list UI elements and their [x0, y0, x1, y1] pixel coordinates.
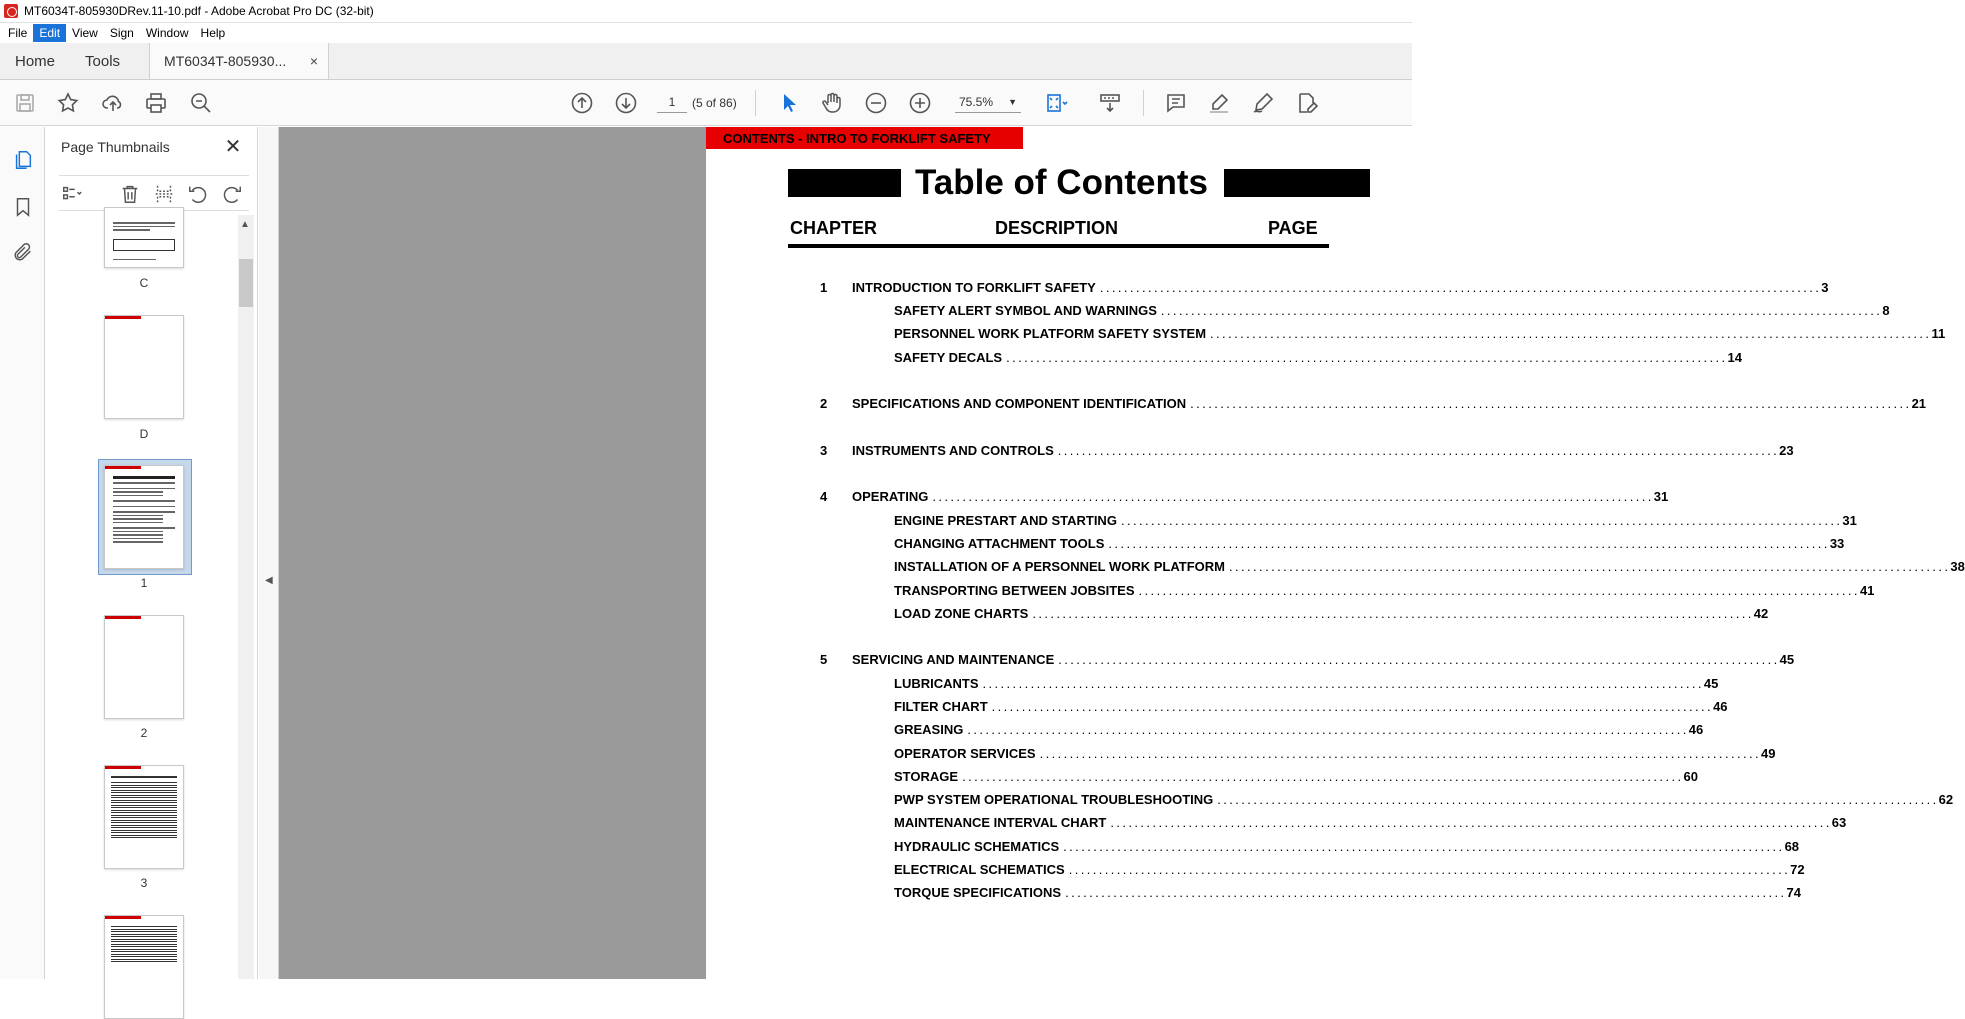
- page-thumbnail[interactable]: [104, 615, 184, 719]
- thumbnails-panel: [45, 127, 258, 979]
- toc-dot-leader: ........................................................................................................................: [932, 489, 1654, 504]
- panel-collapse-handle[interactable]: [259, 127, 279, 979]
- toc-entry-label: CHANGING ATTACHMENT TOOLS: [894, 536, 1108, 551]
- toc-entry-label: PERSONNEL WORK PLATFORM SAFETY SYSTEM: [894, 326, 1210, 341]
- toc-entry-label: STORAGE: [894, 769, 962, 784]
- page-thumbnails-icon[interactable]: [10, 147, 36, 173]
- scroll-mode-icon[interactable]: [1097, 90, 1123, 116]
- toc-page-number: 31: [1842, 513, 1857, 528]
- toc-page-number: 31: [1653, 489, 1669, 504]
- zoom-value: 75.5%: [959, 94, 994, 109]
- highlight-icon[interactable]: [1206, 90, 1232, 116]
- search-zoom-icon[interactable]: [188, 90, 214, 116]
- toc-entry[interactable]: [894, 536, 1845, 551]
- toc-title: Table of Contents: [915, 163, 1208, 202]
- toc-entry[interactable]: [894, 746, 1776, 761]
- title-black-bar: [788, 169, 901, 197]
- toc-page-number: 11: [1931, 326, 1946, 341]
- toc-page-number: 33: [1829, 536, 1845, 551]
- document-tab-label: MT6034T-805930...: [164, 53, 287, 69]
- toc-entry[interactable]: [894, 606, 1769, 621]
- toc-entry[interactable]: [894, 699, 1728, 714]
- toc-entry[interactable]: [894, 326, 1946, 341]
- toc-row: [706, 885, 1801, 903]
- toc-entry[interactable]: [894, 792, 1954, 807]
- rotate-right-icon[interactable]: [219, 181, 245, 207]
- left-rail: [0, 127, 45, 979]
- toc-entry-label: INSTALLATION OF A PERSONNEL WORK PLATFORM: [894, 559, 1229, 574]
- toc-entry[interactable]: [894, 350, 1742, 365]
- toc-row: [706, 606, 1769, 624]
- menu-file[interactable]: File: [8, 26, 28, 40]
- toc-dot-leader: ........................................................................................................................: [982, 676, 1704, 691]
- page-number-input[interactable]: [657, 91, 687, 113]
- options-menu-icon[interactable]: [59, 181, 85, 207]
- comment-icon[interactable]: [1163, 90, 1189, 116]
- toc-chapter-number: 1: [820, 280, 828, 295]
- thumbnail-scrollbar[interactable]: [238, 215, 254, 979]
- toc-page-number: 46: [1713, 699, 1728, 714]
- close-tab-icon[interactable]: ×: [309, 53, 319, 69]
- toc-page-number: 72: [1790, 862, 1805, 877]
- toc-page-number: 74: [1786, 885, 1801, 900]
- toc-page-number: 21: [1911, 396, 1927, 411]
- scrollbar-thumb[interactable]: [239, 259, 253, 307]
- split-page-icon[interactable]: [151, 181, 177, 207]
- title-bar: [0, 0, 1412, 23]
- toc-row: [706, 676, 1719, 694]
- toc-dot-leader: ........................................................................................................................: [1099, 280, 1822, 295]
- toc-entry[interactable]: [852, 489, 1669, 504]
- page-down-icon[interactable]: [613, 90, 639, 116]
- toc-dot-leader: ........................................................................................................................: [1065, 885, 1787, 900]
- toc-dot-leader: ........................................................................................................................: [1068, 862, 1791, 877]
- toc-entry[interactable]: [894, 559, 1965, 574]
- toc-dot-leader: ........................................................................................................................: [1110, 815, 1832, 830]
- toc-dot-leader: ........................................................................................................................: [962, 769, 1684, 784]
- save-icon[interactable]: [12, 90, 38, 116]
- toc-row: [706, 489, 1669, 507]
- toc-dot-leader: ........................................................................................................................: [1032, 606, 1754, 621]
- toc-dot-leader: ........................................................................................................................: [1120, 513, 1843, 528]
- toc-entry[interactable]: [852, 280, 1829, 295]
- toc-page-number: 3: [1821, 280, 1829, 295]
- chevron-down-icon: ▼: [1008, 96, 1017, 107]
- collapse-left-icon[interactable]: ◀: [265, 575, 273, 586]
- thumbnail-label: 1: [140, 576, 148, 590]
- toolbar-divider: [755, 90, 756, 116]
- pdf-page: [706, 127, 1965, 979]
- page-thumbnail[interactable]: [104, 207, 184, 268]
- tab-tools[interactable]: Tools: [85, 52, 121, 70]
- toc-dot-leader: ........................................................................................................................: [967, 722, 1689, 737]
- toc-page-number: 63: [1831, 815, 1847, 830]
- page-thumbnail[interactable]: [104, 315, 184, 419]
- toc-row: [706, 815, 1847, 833]
- toc-entry[interactable]: [894, 722, 1704, 737]
- toc-entry-label: PWP SYSTEM OPERATIONAL TROUBLESHOOTING: [894, 792, 1217, 807]
- close-icon[interactable]: ✕: [224, 135, 242, 158]
- toc-chapter-number: 2: [820, 396, 828, 411]
- toc-chapter-number: 5: [820, 652, 828, 667]
- toc-entry-label: ELECTRICAL SCHEMATICS: [894, 862, 1069, 877]
- toc-entry[interactable]: [894, 862, 1805, 877]
- toc-chapter-number: 3: [820, 443, 828, 458]
- toc-page-number: 45: [1779, 652, 1795, 667]
- zoom-in-icon[interactable]: [907, 90, 933, 116]
- thumbnail-label: D: [139, 427, 149, 441]
- toc-entry[interactable]: [894, 839, 1800, 854]
- tab-bar: [0, 43, 1412, 80]
- bookmark-star-icon[interactable]: [55, 90, 81, 116]
- edit-pdf-icon[interactable]: [1294, 90, 1320, 116]
- toc-entry-label: TORQUE SPECIFICATIONS: [894, 885, 1065, 900]
- toc-row: [706, 396, 1927, 414]
- zoom-select[interactable]: [955, 91, 1021, 113]
- toc-entry[interactable]: [894, 769, 1698, 784]
- acrobat-app-icon: [4, 4, 18, 18]
- page-thumbnail-selected[interactable]: [104, 465, 184, 569]
- toc-entry[interactable]: [894, 885, 1801, 900]
- document-viewer[interactable]: [279, 127, 1965, 979]
- toc-entry-label: INTRODUCTION TO FORKLIFT SAFETY: [852, 280, 1100, 295]
- toc-entry[interactable]: [894, 513, 1857, 528]
- scroll-up-icon[interactable]: ▲: [240, 219, 250, 230]
- toc-entry[interactable]: [894, 583, 1875, 598]
- toc-entry-label: LOAD ZONE CHARTS: [894, 606, 1032, 621]
- toc-dot-leader: ........................................................................................................................: [1217, 792, 1939, 807]
- toc-row: [706, 326, 1946, 344]
- column-page: PAGE: [1268, 218, 1318, 238]
- toc-row: [706, 699, 1728, 717]
- print-icon[interactable]: [143, 90, 169, 116]
- menu-bar: [0, 23, 1412, 43]
- column-description: DESCRIPTION: [995, 218, 1119, 238]
- toc-dot-leader: ........................................................................................................................: [1063, 839, 1785, 854]
- toc-entry-label: SAFETY ALERT SYMBOL AND WARNINGS: [894, 303, 1161, 318]
- toc-dot-leader: ........................................................................................................................: [1006, 350, 1728, 365]
- header-rule: [788, 244, 1329, 248]
- toc-entry[interactable]: [852, 396, 1927, 411]
- toc-dot-leader: ........................................................................................................................: [1138, 583, 1860, 598]
- toc-entry-label: SAFETY DECALS: [894, 350, 1006, 365]
- upload-icon[interactable]: [100, 90, 126, 116]
- toc-chapter-number: 4: [820, 489, 828, 504]
- toolbar-divider: [1143, 90, 1144, 116]
- toc-entry-label: OPERATING: [852, 489, 932, 504]
- toc-row: [706, 792, 1954, 810]
- menu-edit[interactable]: Edit: [33, 24, 66, 42]
- page-thumbnail[interactable]: [104, 765, 184, 869]
- thumbnail-list: [45, 215, 258, 979]
- toc-page-number: 60: [1683, 769, 1698, 784]
- toc-row: [706, 862, 1805, 880]
- toc-row: [706, 583, 1875, 601]
- sign-icon[interactable]: [1250, 90, 1276, 116]
- toc-entry-label: HYDRAULIC SCHEMATICS: [894, 839, 1063, 854]
- toc-row: [706, 443, 1794, 461]
- delete-page-icon[interactable]: [117, 181, 143, 207]
- toc-entry-label: SPECIFICATIONS AND COMPONENT IDENTIFICATION: [852, 396, 1190, 411]
- page-thumbnail[interactable]: [104, 915, 184, 1019]
- toc-entry-label: ENGINE PRESTART AND STARTING: [894, 513, 1121, 528]
- toc-page-number: 62: [1938, 792, 1954, 807]
- thumbnail-label: C: [139, 276, 149, 290]
- toc-dot-leader: ........................................................................................................................: [1057, 443, 1780, 458]
- toc-dot-leader: ........................................................................................................................: [1058, 652, 1780, 667]
- thumbnail-label: 2: [140, 726, 148, 740]
- menu-window[interactable]: Window: [145, 26, 189, 40]
- bookmarks-icon[interactable]: [10, 194, 36, 220]
- page-up-icon[interactable]: [569, 90, 595, 116]
- toc-row: [706, 536, 1845, 554]
- toc-entry-label: FILTER CHART: [894, 699, 992, 714]
- toc-dot-leader: ........................................................................................................................: [1039, 746, 1762, 761]
- toc-entry-label: INSTRUMENTS AND CONTROLS: [852, 443, 1058, 458]
- toc-row: [706, 722, 1704, 740]
- title-black-bar: [1224, 169, 1370, 197]
- page-count: (5 of 86): [692, 96, 737, 110]
- toc-title-row: [788, 163, 1370, 203]
- toc-row: [706, 280, 1829, 298]
- menu-view[interactable]: View: [72, 26, 98, 40]
- toc-entry[interactable]: [894, 303, 1890, 318]
- toc-dot-leader: ........................................................................................................................: [1210, 326, 1932, 341]
- toc-row: [706, 303, 1890, 321]
- toc-entry-label: TRANSPORTING BETWEEN JOBSITES: [894, 583, 1139, 598]
- toc-dot-leader: ........................................................................................................................: [1108, 536, 1830, 551]
- fit-page-icon[interactable]: [1042, 90, 1068, 116]
- toc-page-number: 42: [1753, 606, 1769, 621]
- toc-row: [706, 652, 1795, 670]
- toc-page-number: 8: [1882, 303, 1890, 318]
- toc-entry[interactable]: [852, 443, 1794, 458]
- toc-dot-leader: ........................................................................................................................: [991, 699, 1714, 714]
- select-cursor-icon[interactable]: [776, 90, 802, 116]
- window-title: MT6034T-805930DRev.11-10.pdf - Adobe Acrobat Pro DC (32-bit): [24, 4, 374, 18]
- thumbnail-label: 3: [140, 876, 148, 890]
- toc-entry[interactable]: [894, 676, 1719, 691]
- toc-dot-leader: ........................................................................................................................: [1190, 396, 1912, 411]
- toc-row: [706, 746, 1776, 764]
- panel-title: Page Thumbnails: [61, 139, 170, 155]
- toc-page-number: 14: [1727, 350, 1742, 365]
- toc-entry-label: MAINTENANCE INTERVAL CHART: [894, 815, 1110, 830]
- toc-dot-leader: ........................................................................................................................: [1160, 303, 1883, 318]
- toc-entry-label: LUBRICANTS: [894, 676, 983, 691]
- toc-page-number: 23: [1779, 443, 1794, 458]
- section-header: CONTENTS - INTRO TO FORKLIFT SAFETY: [706, 127, 1023, 149]
- menu-sign[interactable]: Sign: [109, 26, 134, 40]
- toc-entry-label: OPERATOR SERVICES: [894, 746, 1040, 761]
- toc-page-number: 38: [1950, 559, 1965, 574]
- toc-page-number: 45: [1703, 676, 1719, 691]
- tab-document[interactable]: [149, 43, 329, 79]
- panel-toolbar: [59, 175, 249, 211]
- toc-entry[interactable]: [852, 652, 1795, 667]
- toc-page-number: 41: [1859, 583, 1875, 598]
- toc-row: [706, 513, 1857, 531]
- toc-entry-label: GREASING: [894, 722, 967, 737]
- toc-entry[interactable]: [894, 815, 1847, 830]
- rotate-left-icon[interactable]: [185, 181, 211, 207]
- toc-row: [706, 839, 1800, 857]
- toc-row: [706, 350, 1742, 368]
- tab-home[interactable]: Home: [15, 52, 56, 70]
- toc-page-number: 68: [1784, 839, 1800, 854]
- toc-entry-label: SERVICING AND MAINTENANCE: [852, 652, 1058, 667]
- column-chapter: CHAPTER: [790, 218, 878, 238]
- toc-row: [706, 559, 1965, 577]
- attachment-icon[interactable]: [10, 239, 36, 265]
- menu-help[interactable]: Help: [200, 26, 226, 40]
- toc-page-number: 46: [1688, 722, 1704, 737]
- toc-row: [706, 769, 1698, 787]
- hand-icon[interactable]: [819, 90, 845, 116]
- toc-page-number: 49: [1761, 746, 1776, 761]
- toc-dot-leader: ........................................................................................................................: [1229, 559, 1951, 574]
- zoom-out-icon[interactable]: [863, 90, 889, 116]
